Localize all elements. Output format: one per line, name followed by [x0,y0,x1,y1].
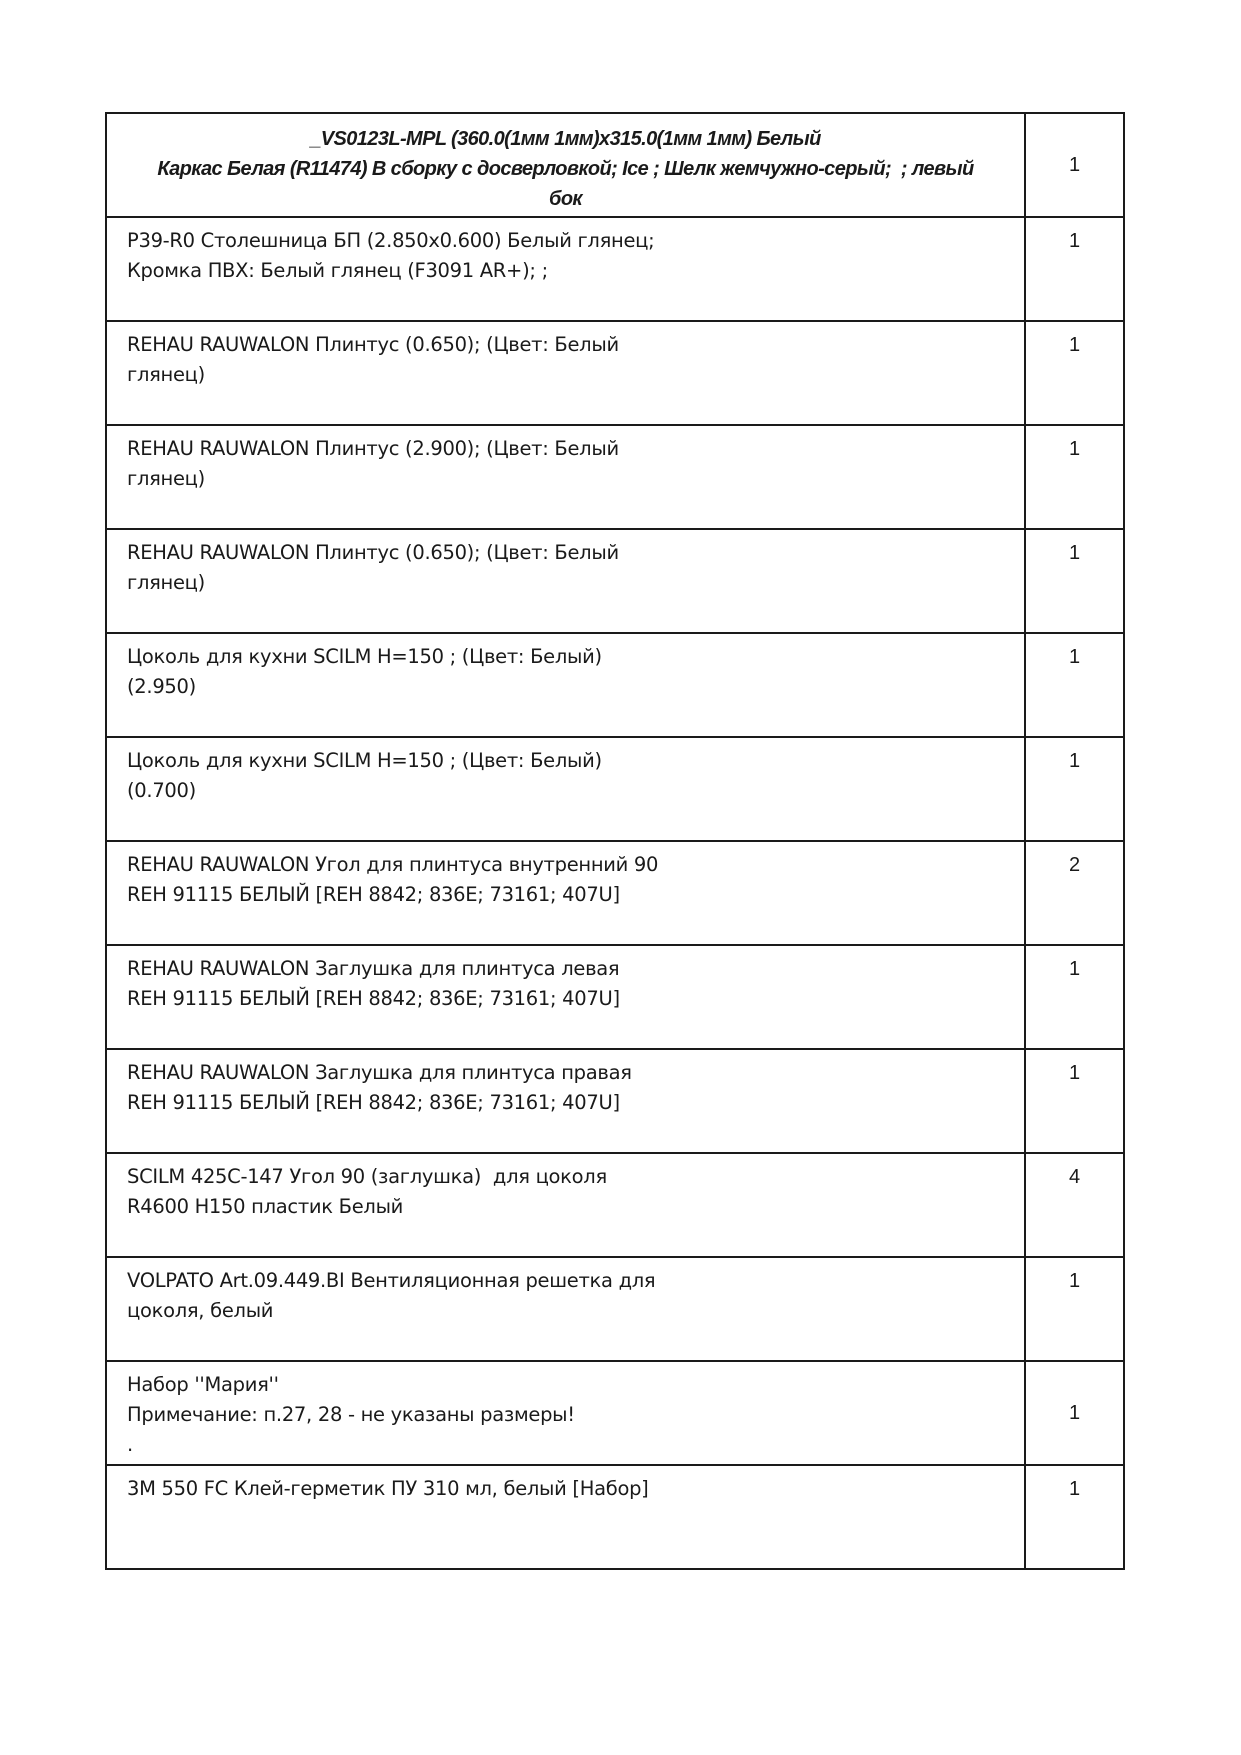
table-row [106,841,1124,945]
table-row [106,1465,1124,1569]
item-description [106,529,1025,633]
header-description [106,113,1025,217]
item-quantity: 1 [1025,321,1124,425]
item-line: REHAU RAUWALON Плинтус (0.650); (Цвет: Белый [127,541,619,564]
item-description [106,841,1025,945]
item-description [106,1361,1025,1465]
item-line: Набор ''Мария'' [127,1373,279,1396]
item-line: REHAU RAUWALON Заглушка для плинтуса левая [127,957,620,980]
table-row [106,737,1124,841]
table-row [106,1049,1124,1153]
header-line: _VS0123L-MPL (360.0(1мм 1мм)x315.0(1мм 1мм) Белый [310,128,821,150]
item-line: SCILM 425C-147 Угол 90 (заглушка) для цоколя [127,1165,607,1188]
header-line: Каркас Белая (R11474) В сборку с досверловкой; Ice ; Шелк жемчужно-серый; ; левый [157,158,974,180]
table-row [106,1153,1124,1257]
item-description [106,1049,1025,1153]
item-quantity: 1 [1025,1361,1124,1465]
item-line: (0.700) [127,779,196,802]
item-line: глянец) [127,467,205,490]
item-quantity: 1 [1025,529,1124,633]
item-quantity: 1 [1025,737,1124,841]
item-line: глянец) [127,571,205,594]
item-quantity: 1 [1025,425,1124,529]
item-line: Примечание: п.27, 28 - не указаны размеры! [127,1403,575,1426]
item-line: (2.950) [127,675,196,698]
item-line: P39-R0 Столешница БП (2.850x0.600) Белый глянец; [127,229,655,252]
item-line: REHAU RAUWALON Заглушка для плинтуса правая [127,1061,632,1084]
table-row [106,945,1124,1049]
item-quantity: 2 [1025,841,1124,945]
item-line: R4600 H150 пластик Белый [127,1195,404,1218]
table-row [106,529,1124,633]
table-row [106,321,1124,425]
item-line: . [127,1433,133,1456]
item-line: Цоколь для кухни SCILM H=150 ; (Цвет: Белый) [127,645,602,668]
item-description [106,1465,1025,1569]
item-quantity: 1 [1025,1465,1124,1569]
item-line: Цоколь для кухни SCILM H=150 ; (Цвет: Белый) [127,749,602,772]
item-line: REH 91115 БЕЛЫЙ [REH 8842; 836E; 73161; 407U] [127,987,620,1010]
item-description [106,1257,1025,1361]
item-quantity: 1 [1025,1257,1124,1361]
item-line: 3M 550 FC Клей-герметик ПУ 310 мл, белый [Набор] [127,1477,649,1500]
item-description [106,737,1025,841]
item-line: REHAU RAUWALON Плинтус (0.650); (Цвет: Белый [127,333,619,356]
item-line: REHAU RAUWALON Плинтус (2.900); (Цвет: Белый [127,437,619,460]
specification-table [105,112,1125,1570]
item-line: Кромка ПВХ: Белый глянец (F3091 AR+); ; [127,259,548,282]
item-line: REH 91115 БЕЛЫЙ [REH 8842; 836E; 73161; 407U] [127,1091,620,1114]
item-line: цоколя, белый [127,1299,274,1322]
table-row [106,425,1124,529]
item-description [106,633,1025,737]
header-line: бок [549,188,582,210]
item-description [106,1153,1025,1257]
item-quantity: 1 [1025,1049,1124,1153]
item-description [106,321,1025,425]
item-line: REH 91115 БЕЛЫЙ [REH 8842; 836E; 73161; 407U] [127,883,620,906]
item-line: VOLPATO Art.09.449.BI Вентиляционная решетка для [127,1269,656,1292]
item-quantity: 1 [1025,217,1124,321]
item-description [106,217,1025,321]
item-quantity: 4 [1025,1153,1124,1257]
item-description [106,425,1025,529]
table-row [106,217,1124,321]
item-line: глянец) [127,363,205,386]
item-quantity: 1 [1025,945,1124,1049]
item-line: REHAU RAUWALON Угол для плинтуса внутренний 90 [127,853,659,876]
table-header-row [106,113,1124,217]
table-row [106,1361,1124,1465]
table-row [106,633,1124,737]
table-row [106,1257,1124,1361]
item-description [106,945,1025,1049]
item-quantity: 1 [1025,633,1124,737]
header-quantity: 1 [1025,113,1124,217]
